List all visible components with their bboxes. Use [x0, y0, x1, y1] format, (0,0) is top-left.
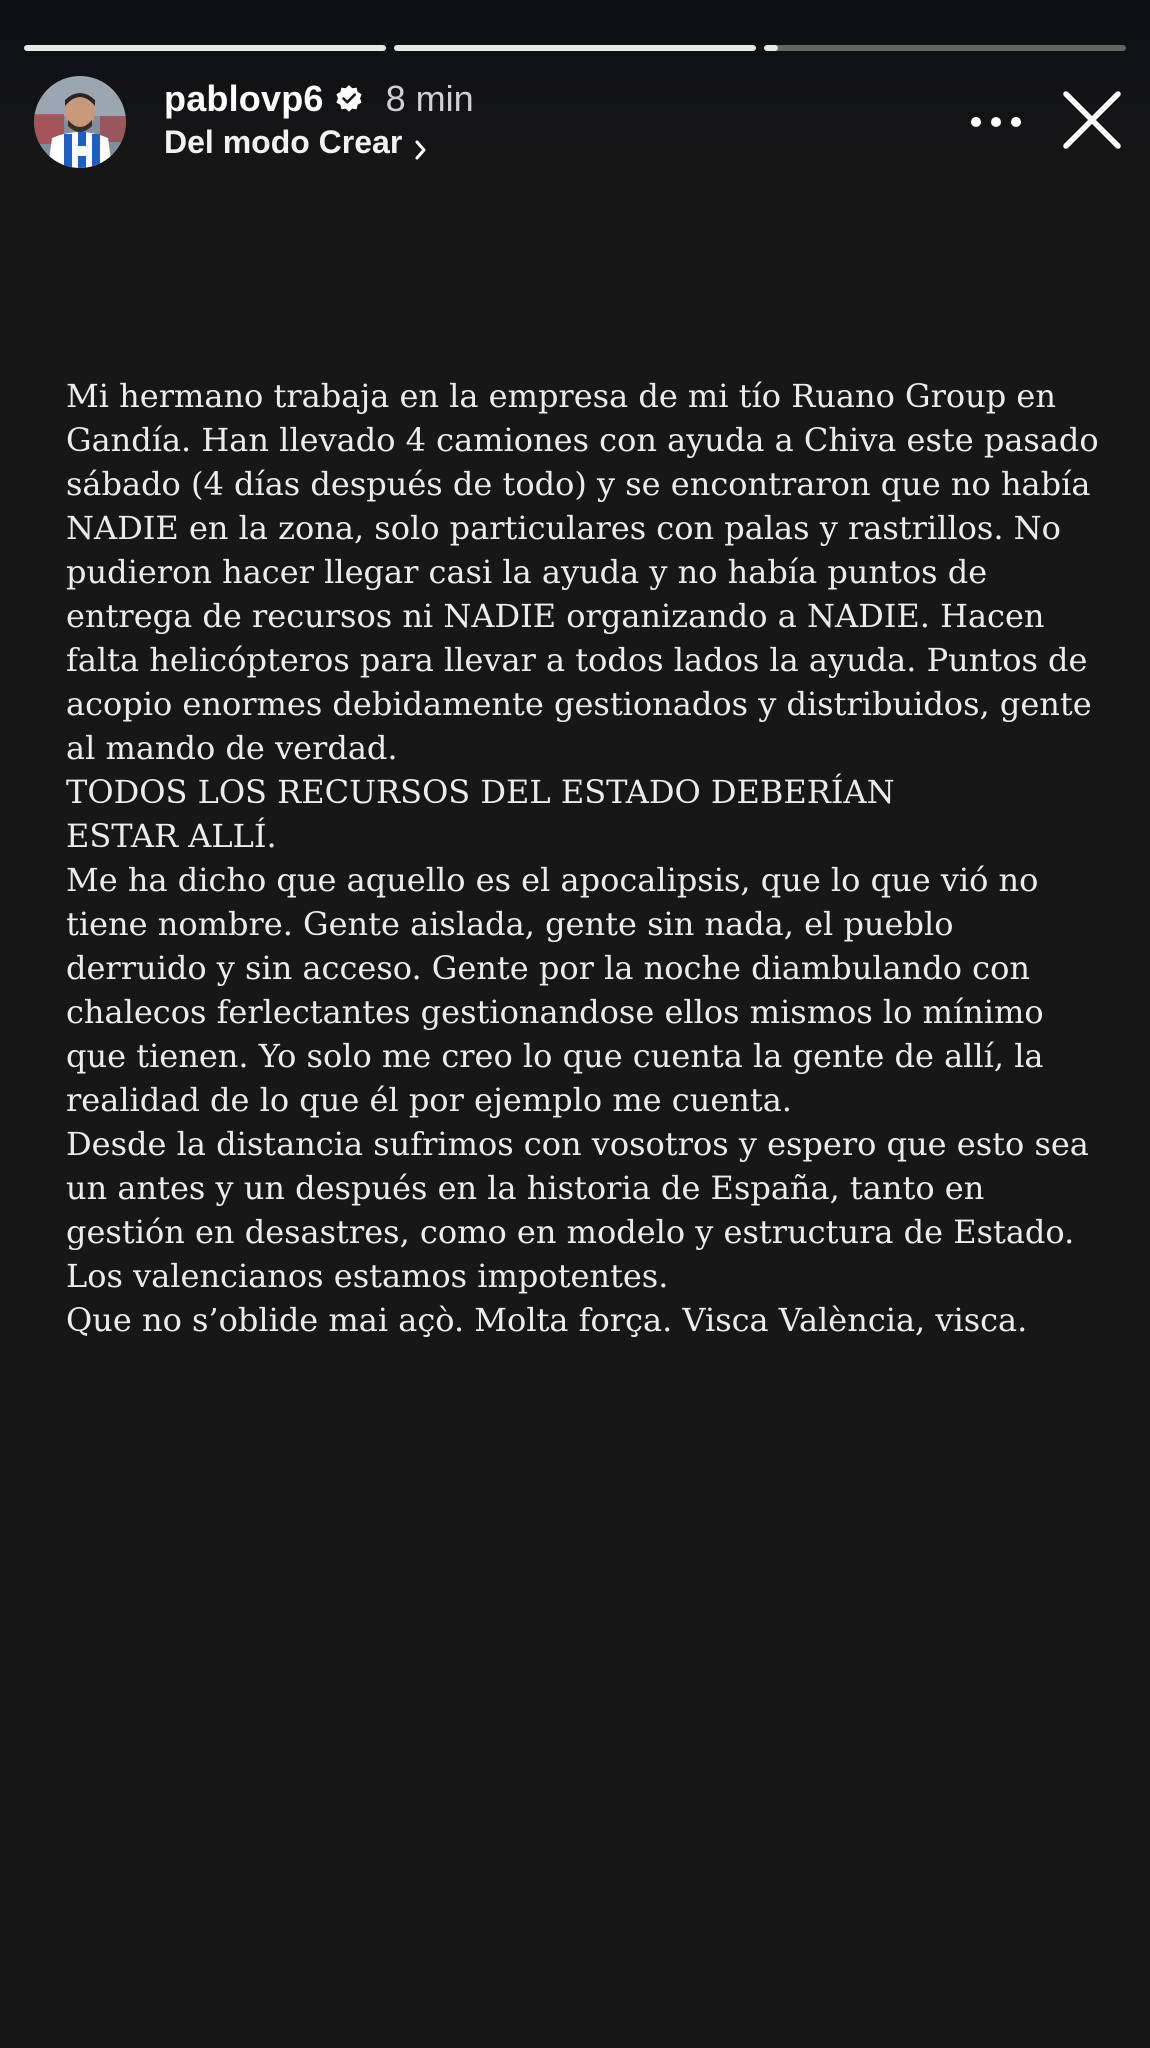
progress-segment-1 [24, 45, 386, 51]
avatar-image [34, 76, 126, 168]
story-text-line: TODOS LOS RECURSOS DEL ESTADO DEBERÍAN [66, 773, 895, 811]
more-options-button[interactable] [966, 102, 1026, 142]
story-text-line: Me ha dicho que aquello es el apocalipsis, que lo que vió no [66, 861, 1039, 899]
more-horizontal-icon [966, 102, 1026, 142]
story-header [34, 76, 1124, 168]
story-text-line: Que no s’oblide mai açò. Molta força. Visca València, visca. [66, 1301, 1028, 1339]
story-text-line: acopio enormes debidamente gestionados y distribuidos, gente [66, 685, 1092, 723]
story-text-line: ESTAR ALLÍ. [66, 817, 277, 855]
story-text-line: Mi hermano trabaja en la empresa de mi tío Ruano Group en [66, 377, 1056, 415]
story-text-line: un antes y un después en la historia de España, tanto en [66, 1169, 985, 1207]
chevron-right-icon [414, 132, 428, 154]
username[interactable]: pablovp6 [164, 78, 324, 119]
progress-segment-1-fill [24, 45, 386, 51]
story-text-line: gestión en desastres, como en modelo y estructura de Estado. [66, 1213, 1075, 1251]
progress-segment-2 [394, 45, 756, 51]
post-time: 8 min [385, 78, 474, 119]
verified-badge-icon [334, 84, 364, 114]
source-label: Del modo Crear [164, 124, 403, 160]
story-text-line: pudieron hacer llegar casi la ayuda y no había puntos de [66, 553, 988, 591]
story-text-line: sábado (4 días después de todo) y se encontraron que no había [66, 465, 1091, 503]
story-text-line: derruido y sin acceso. Gente por la noche diambulando con [66, 949, 1030, 987]
story-progress-bar [24, 45, 1126, 51]
user-row [164, 76, 474, 122]
progress-segment-3 [764, 45, 1126, 51]
progress-segment-3-fill [764, 45, 778, 51]
story-text-line: NADIE en la zona, solo particulares con palas y rastrillos. No [66, 509, 1061, 547]
story-text-block [66, 374, 1099, 1342]
user-info [164, 76, 474, 161]
story-text-line: al mando de verdad. [66, 729, 398, 767]
progress-segment-2-fill [394, 45, 756, 51]
story-text-line: Desde la distancia sufrimos con vosotros y espero que esto sea [66, 1125, 1089, 1163]
story-text-line: falta helicópteros para llevar a todos lados la ayuda. Puntos de [66, 641, 1088, 679]
story-text-line: que tienen. Yo solo me creo lo que cuenta la gente de allí, la [66, 1037, 1044, 1075]
story-text-line: Los valencianos estamos impotentes. [66, 1257, 669, 1295]
story-text-line: Gandía. Han llevado 4 camiones con ayuda a Chiva este pasado [66, 421, 1099, 459]
story-text-line: entrega de recursos ni NADIE organizando a NADIE. Hacen [66, 597, 1045, 635]
close-icon [1060, 88, 1124, 152]
avatar[interactable] [34, 76, 126, 168]
story-text-line: tiene nombre. Gente aislada, gente sin nada, el pueblo [66, 905, 954, 943]
story-text-line: chalecos ferlectantes gestionandose ellos mismos lo mínimo [66, 993, 1044, 1031]
source-link[interactable] [164, 124, 474, 161]
close-button[interactable] [1060, 88, 1124, 152]
story-text-line: realidad de lo que él por ejemplo me cuenta. [66, 1081, 792, 1119]
